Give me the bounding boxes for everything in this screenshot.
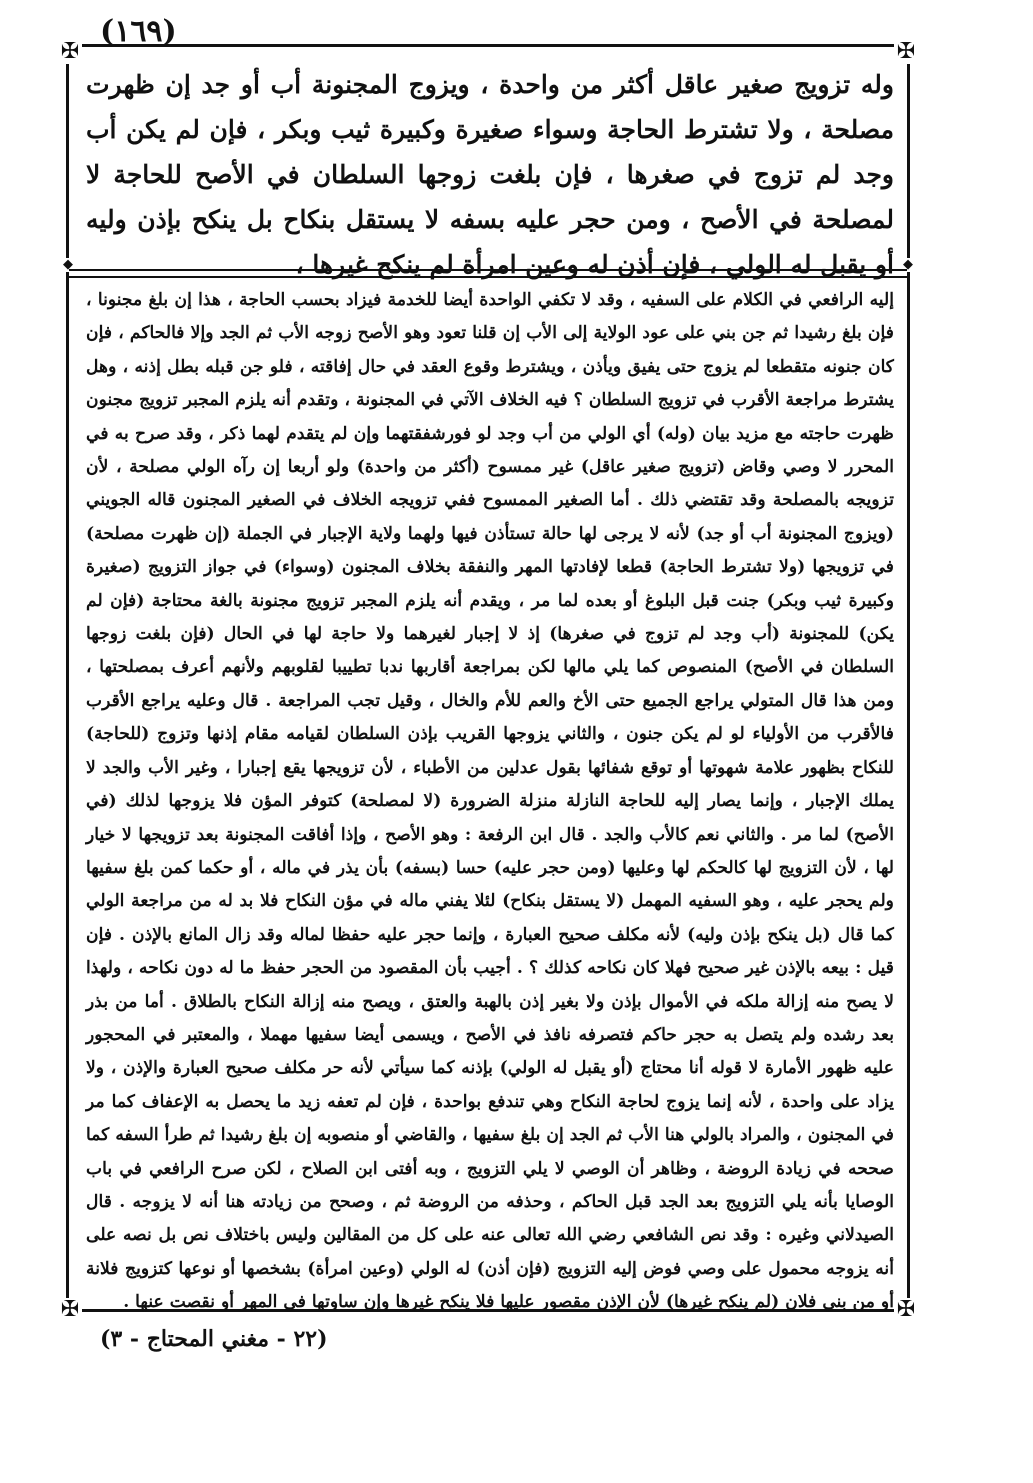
corner-ornament-icon: ✠	[894, 40, 918, 64]
section-divider	[69, 269, 907, 271]
commentary-text	[86, 284, 894, 1320]
corner-ornament-icon: ✠	[58, 40, 82, 64]
main-text	[86, 62, 894, 287]
page-number: (١٦٩)	[100, 14, 177, 49]
side-ornament-icon: ◆	[63, 257, 73, 272]
page-signature: (٢٢ - مغني المحتاج - ٣)	[100, 1326, 328, 1352]
section-divider	[69, 276, 907, 278]
main-text-paragraph: وله تزويج صغير عاقل أكثر من واحدة ، ويزوج المجنونة أب أو جد إن ظهرت مصلحة ، ولا تشترط الحاجة وسواء صغيرة وكبيرة ثيب وبكر ، فإن لم يكن أب وجد لم تزوج في صغرها ، فإن بلغت زوجها السلطان في الأصح للحاجة لا لمصلحة في الأصح ، ومن حجر عليه بسفه لا يستقل بنكاح بل ينكح بإذن وليه أو يقبل له الولي ، فإن أذن له وعين امرأة لم ينكح غيرها ،	[86, 70, 894, 279]
side-ornament-icon: ◆	[903, 257, 913, 272]
corner-ornament-icon: ✠	[894, 1298, 918, 1322]
corner-ornament-icon: ✠	[58, 1298, 82, 1322]
commentary-paragraph: إليه الرافعي في الكلام على السفيه ، وقد لا تكفي الواحدة أيضا للخدمة فيزاد بحسب الحاجة ، هذا إن بلغ مجنونا ، فإن بلغ رشيدا ثم جن بني على عود الولاية إلى الأب إن قلنا تعود وهو الأصح زوجه الأب ثم الجد وإلا فالحاكم ، فإن كان جنونه متقطعا لم يزوج حتى يفيق ويأذن ، ويشترط وقوع العقد في حال إفاقته ، فلو جن قبله بطل إذنه ، وهل يشترط مراجعة الأقرب في تزويج السلطان ؟ فيه الخلاف الآتي في المجنونة ، وتقدم أنه يلزم المجبر تزويج مجنون ظهرت حاجته مع مزيد بيان (وله) أي الولي من أب وجد لو فورشفقتهما وإن لم يتقدم لهما ذكر ، وقد صرح به في المحرر لا وصي وقاض (تزويج صغير عاقل) غير ممسوح (أكثر من واحدة) ولو أربعا إن رآه الولي مصلحة ، لأن تزويجه بالمصلحة وقد تقتضي ذلك . أما الصغير الممسوح ففي تزويجه الخلاف في الصغير المجنون قاله الجويني (ويزوج المجنونة أب أو جد) لأنه لا يرجى لها حالة تستأذن فيها ولهما ولاية الإجبار في الجملة (إن ظهرت مصلحة) في تزويجها (ولا تشترط الحاجة) قطعا لإفادتها المهر والنفقة بخلاف المجنون (وسواء) في جواز التزويج (صغيرة وكبيرة ثيب وبكر) جنت قبل البلوغ أو بعده لما مر ، ويقدم أنه يلزم المجبر تزويج مجنونة بالغة محتاجة (فإن لم يكن) للمجنونة (أب وجد لم تزوج في صغرها) إذ لا إجبار لغيرهما ولا حاجة لها في الحال (فإن بلغت زوجها السلطان في الأصح) المنصوص كما يلي مالها لكن بمراجعة أقاربها ندبا تطييبا لقلوبهم ولأنهم أعرف بمصلحتها ، ومن هذا قال المتولي يراجع الجميع حتى الأخ والعم للأم والخال ، وقيل تجب المراجعة . قال وعليه يراجع الأقرب فالأقرب من الأولياء لو لم يكن جنون ، والثاني يزوجها القريب بإذن السلطان لقيامه مقام إذنها وتزوج (للحاجة) للنكاح بظهور علامة شهوتها أو توقع شفائها بقول عدلين من الأطباء ، لأن تزويجها يقع إجبارا ، وغير الأب والجد لا يملك الإجبار ، وإنما يصار إليه للحاجة النازلة منزلة الضرورة (لا لمصلحة) كتوفر المؤن فلا يزوجها لذلك (في الأصح) لما مر . والثاني نعم كالأب والجد . قال ابن الرفعة : وهو الأصح ، وإذا أفاقت المجنونة بعد تزويجها لا خيار لها ، لأن التزويج لها كالحكم لها وعليها (ومن حجر عليه) حسا (بسفه) بأن يذر في ماله ، أو حكما كمن بلغ سفيها ولم يحجر عليه ، وهو السفيه المهمل (لا يستقل بنكاح) لئلا يفني ماله في مؤن النكاح فلا بد له من مراجعة الولي كما قال (بل ينكح بإذن وليه) لأنه مكلف صحيح العبارة ، وإنما حجر عليه حفظا لماله وقد زال المانع بالإذن . فإن قيل : بيعه بالإذن غير صحيح فهلا كان نكاحه كذلك ؟ . أجيب بأن المقصود من الحجر حفظ ما له دون نكاحه ، ولهذا لا يصح منه إزالة ملكه في الأموال بإذن ولا بغير إذن بالهبة والعتق ، ويصح منه إزالة النكاح بالطلاق . أما من بذر بعد رشده ولم يتصل به حجر حاكم فتصرفه نافذ في الأصح ، ويسمى أيضا سفيها مهملا ، والمعتبر في المحجور عليه ظهور الأمارة لا قوله أنا محتاج (أو يقبل له الولي) بإذنه كما سيأتي لأنه حر مكلف صحيح العبارة والإذن ، ولا يزاد على واحدة ، لأنه إنما يزوج لحاجة النكاح وهي تندفع بواحدة ، فإن لم تعفه زيد ما يحصل به الإعفاف كما مر في المجنون ، والمراد بالولي هنا الأب ثم الجد إن بلغ سفيها ، والقاضي أو منصوبه إن بلغ رشيدا ثم طرأ السفه كما صححه في زيادة الروضة ، وظاهر أن الوصي لا يلي التزويج ، وبه أفتى ابن الصلاح ، لكن صرح الرافعي في باب الوصايا بأنه يلي التزويج بعد الجد قبل الحاكم ، وحذفه من الروضة ثم ، وصحح من زيادته هنا أنه لا يزوجه . قال الصيدلاني وغيره : وقد نص الشافعي رضي الله تعالى عنه على كل من المقالين وليس باختلاف نص بل نصه على أنه يزوجه محمول على وصي فوض إليه التزويج (فإن أذن) له الولي (وعين امرأة) بشخصها أو نوعها كتزويج فلانة أو من بني فلان (لم ينكح غيرها) لأن الإذن مقصور عليها فلا ينكح غيرها وإن ساوتها في المهر أو نقصت عنها .	[86, 290, 894, 1313]
